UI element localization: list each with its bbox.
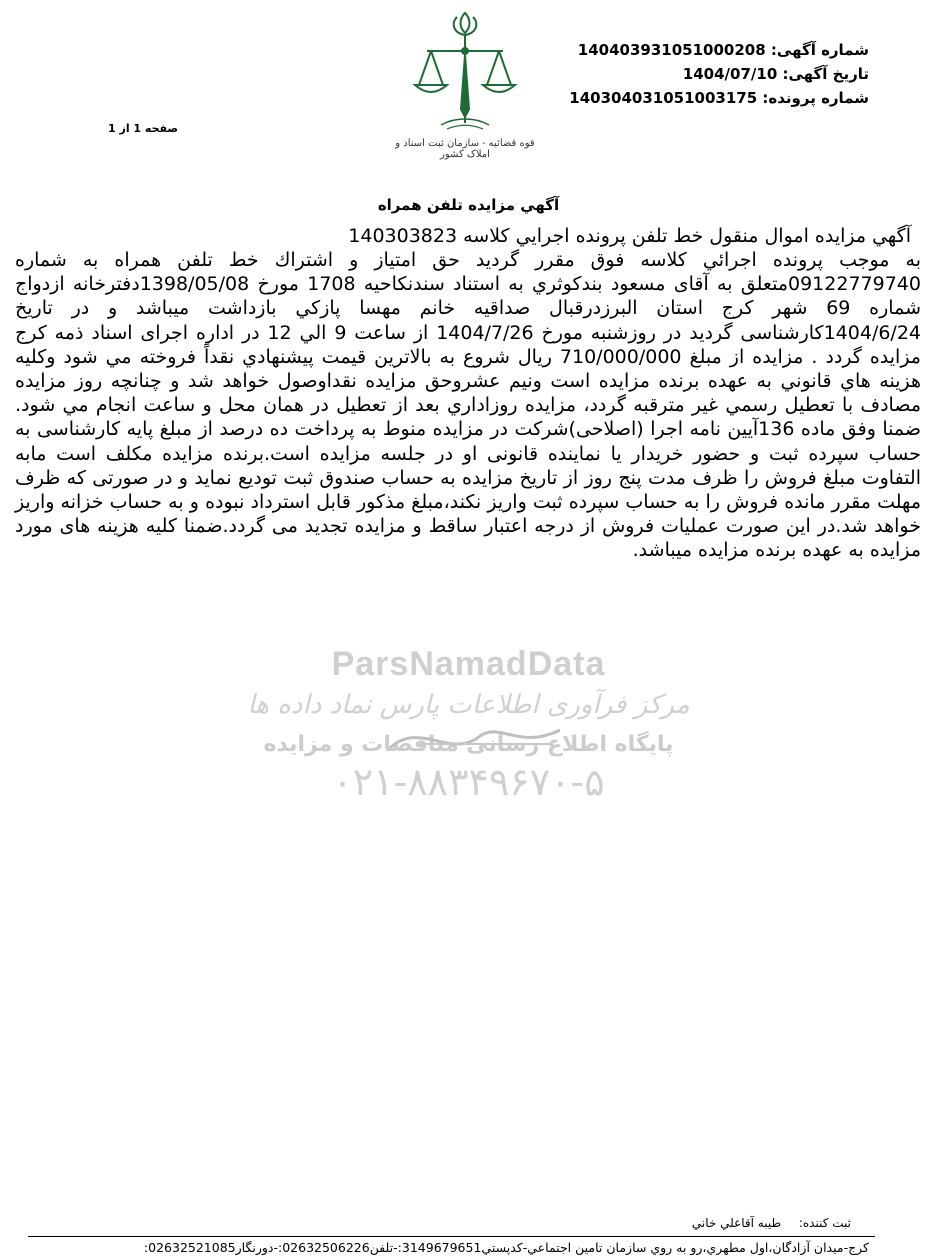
watermark-line-1: مرکز فرآوری اطلاعات پارس نماد داده ها [247,690,690,720]
page-indicator: صفحه 1 از 1 [108,122,179,135]
file-number-row [569,86,869,110]
notice-date-row [569,62,869,86]
watermark-line-2: پایگاه اطلاع رسانی مناقصات و مزایده [263,732,674,757]
registrar-label: ثبت كننده: [798,1216,851,1230]
notice-number-row [569,38,869,62]
registrar-name: طيبه آقاعلي خاني [691,1216,782,1230]
notice-date: 1404/07/10 [682,65,778,83]
watermark-brand: ParsNamadData [331,645,606,683]
file-number: 14030403105100317‎5 [569,89,758,107]
notice-number-label: شماره آگهی: [770,41,869,59]
notice-date-label: تاریخ آگهی: [782,65,869,83]
registrar [692,1216,851,1230]
document-subject: آگهي مزايده اموال منقول خط تلفن پرونده اجرايي كلاسه 140303823 [348,225,911,247]
document-body: به موجب پرونده اجرائي كلاسه فوق مقرر گرديد حق امتياز و اشتراك خط تلفن همراه به شماره 09122779740متعلق به آقای مسعود بندكوثري به استناد سندنكاحيه 1708 مورخ 1398/05/08دفترخانه ازدواج شماره 69 شهر كرج استان البرزدرقبال صداقيه خانم مهسا پازكي بازداشت ميباشد و در تاريخ 1404/6/24كارشناسی گرديد در روزشنبه مورخ 1404/7/26 از ساعت 9 الي 12 در اداره اجرای اسناد ذمه كرج مزايده گردد . مزايده از مبلغ 710/000/000 ريال شروع به بالاترين قيمت پيشنهادي نقداً فروخته مي شود وكليه هزينه هاي قانوني به عهده برنده مزايده است ونيم عشروحق مزايده نقداوصول خواهد شد و چنانچه روز مزايده مصادف با تعطيل رسمي غير مترقبه گردد، مزايده روزاداري بعد از تعطيل در همان محل و ساعت انجام مي شود. ضمنا وفق ماده 136آيين نامه اجرا (اصلاحی)شركت در مزايده منوط به پرداخت ده درصد از مبلغ پايه كارشناسی به حساب سپرده ثبت و حضور خريدار يا نماينده قانونی او در جلسه مزايده است.برنده مزايده مكلف است مابه التفاوت مبلغ فروش را ظرف مدت پنج روز از تاريخ مزايده به حساب صندوق ثبت توديع نمايد و در صورتی كه ظرف مهلت مقرر مانده فروش را به حساب سپرده ثبت واريز نكند،مبلغ مذكور قابل استرداد نبوده و به حساب خزانه واريز خواهد شد.در اين صورت عمليات فروش از درجه اعتبار ساقط و مزايده تجديد می گردد.ضمنا كليه هزينه های مورد مزايده به عهده برنده مزايده ميباشد. [15,249,922,562]
footer-address: كرج-ميدان آزادگان،اول مطهري،رو به روي سازمان تامين اجتماعي-كدپستي3149679651:-تلفن02632506226:-دورنگار02632521085: [143,1240,869,1255]
logo-caption: قوه قضائیه - سازمان ثبت اسناد و املاک کشور [395,138,535,160]
footer-divider [28,1236,875,1237]
watermark-phone: ۰۲۱-۸۸۳۴۹۶۷۰-۵ [332,760,605,804]
document-title: آگهي مزايده تلفن همراه [377,196,560,214]
notice-number: 14040393105100020‎8 [577,41,766,59]
signature-scribble [360,700,600,780]
file-number-label: شماره پرونده: [762,89,869,107]
notice-metadata [569,38,869,110]
